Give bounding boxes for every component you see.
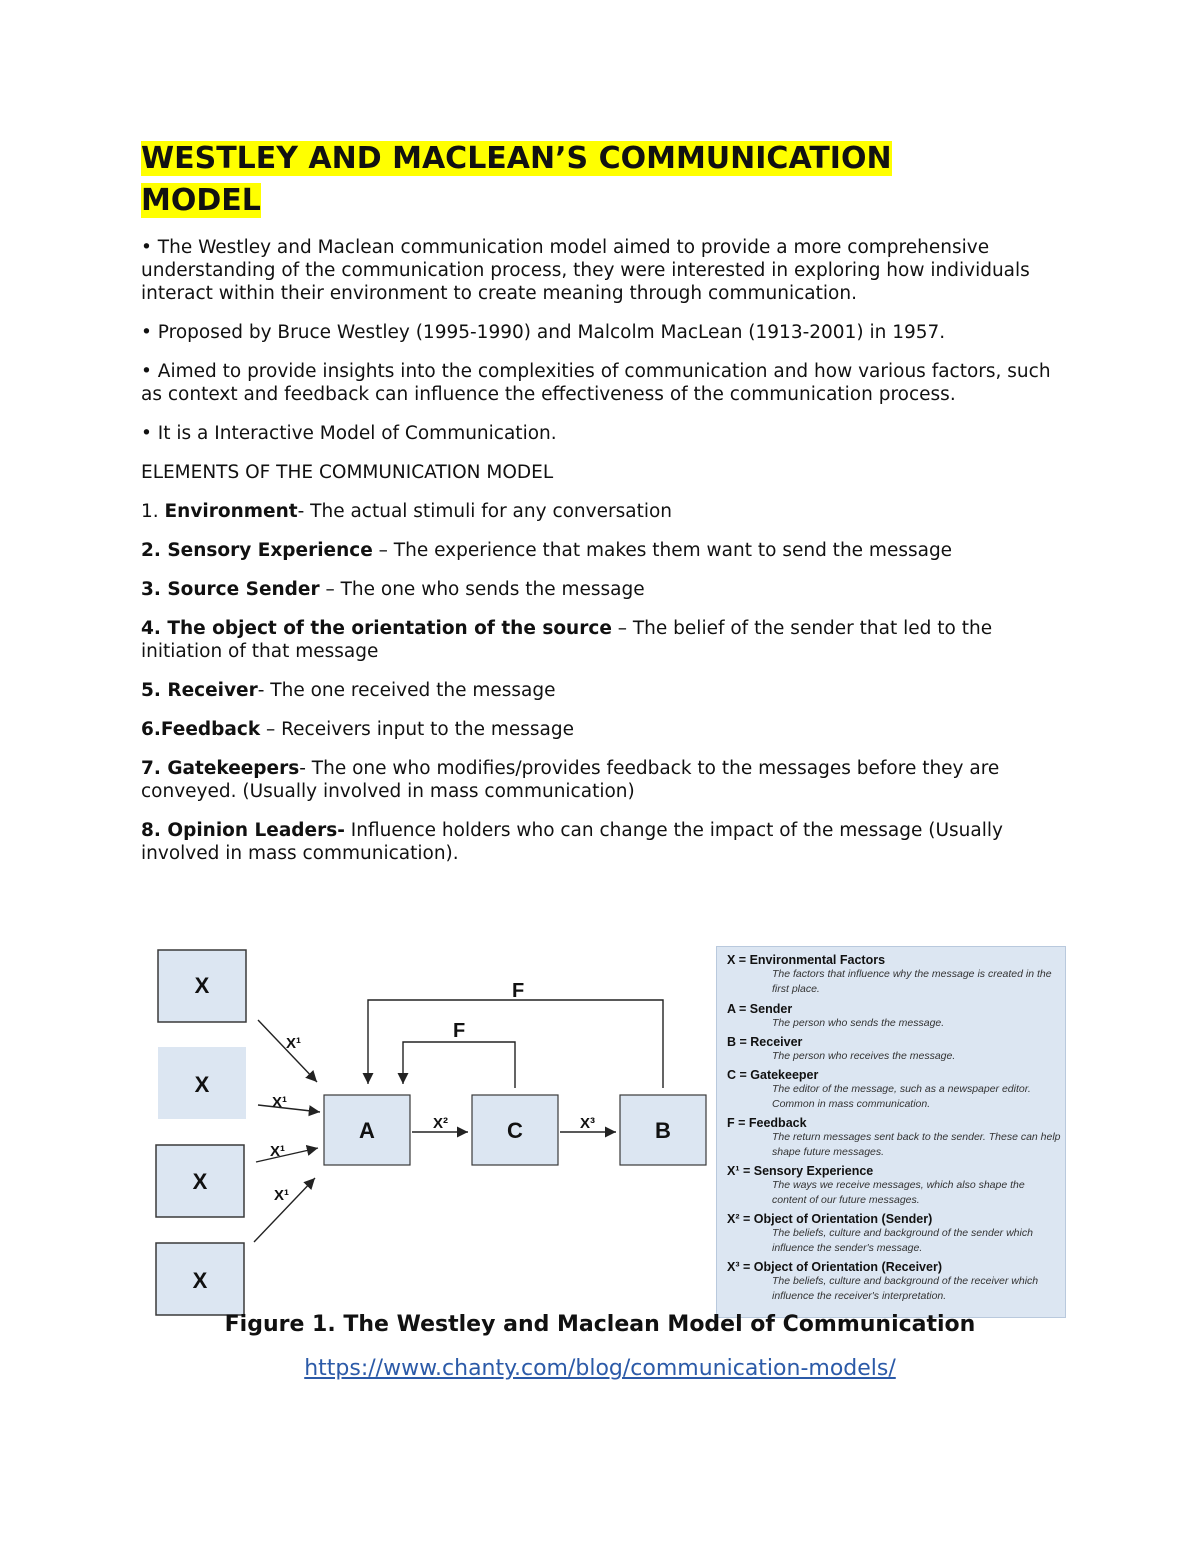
element-item: 2. Sensory Experience – The experience that makes them want to send the message [141,540,953,561]
bullet-aimed: • Aimed to provide insights into the complexities of communication and how various factors, such as context and feedback can influence the effectiveness of the communication process. [141,361,1051,405]
legend-item: X² = Object of Orientation (Sender) The beliefs, culture and background of the sender which influence the sender's message. [727,1212,1033,1254]
element-item: 8. Opinion Leaders- Influence holders who can change the impact of the message (Usually involved in mass communication). [141,820,1003,864]
title-line-2: MODEL [141,183,261,218]
title-line-1: WESTLEY AND MACLEAN’S COMMUNICATION [141,141,892,176]
x1-label: X¹ [286,1035,301,1052]
element-item: 3. Source Sender – The one who sends the message [141,579,645,600]
legend-item: F = Feedback The return messages sent back to the sender. These can help shape future messages. [727,1116,1061,1158]
x2-label: X² [433,1115,448,1132]
box-c-label: C [507,1118,523,1143]
elements-heading: ELEMENTS OF THE COMMUNICATION MODEL [141,462,554,483]
x1-label: X¹ [272,1094,287,1111]
feedback-label-outer: F [512,980,525,1002]
x-box-label: X [194,973,210,998]
element-item: 7. Gatekeepers- The one who modifies/provides feedback to the messages before they are conveyed. (Usually involved in mass communication) [141,758,1000,802]
bullet-intro: • The Westley and Maclean communication model aimed to provide a more comprehensive understanding of the communication process, they were interested in exploring how individuals interact within their environment to create meaning through communication. [141,237,1030,304]
legend-item: C = Gatekeeper The editor of the message, such as a newspaper editor. Common in mass communication. [727,1068,1031,1110]
element-item: 1. Environment- The actual stimuli for any conversation [141,501,673,522]
x-box-label: X [192,1169,208,1194]
box-a-label: A [359,1118,375,1143]
legend-item: X¹ = Sensory Experience The ways we receive messages, which also shape the content of our future messages. [727,1164,1025,1206]
x3-label: X³ [580,1115,595,1132]
element-item: 6.Feedback – Receivers input to the message [141,719,575,740]
legend-item: X³ = Object of Orientation (Receiver) The beliefs, culture and background of the receiver which influence the receiver's interpretation. [727,1260,1039,1302]
document-title [141,138,1061,222]
x-box-label: X [194,1072,210,1097]
x-box-label: X [192,1268,208,1293]
element-item: 4. The object of the orientation of the source – The belief of the sender that led to the initiation of that message [141,618,993,662]
figure-caption: Figure 1. The Westley and Maclean Model of Communication [224,1312,976,1337]
x1-label: X¹ [274,1187,289,1204]
feedback-label-inner: F [453,1020,466,1042]
element-item: 5. Receiver- The one received the message [141,680,556,701]
legend-item: X = Environmental Factors The factors that influence why the message is created in the first place. [727,953,1052,995]
document-body [141,138,1061,865]
box-b-label: B [655,1118,671,1143]
diagram-legend [716,946,1066,1318]
source-link[interactable]: https://www.chanty.com/blog/communication-models/ [304,1356,896,1381]
legend-item: B = Receiver The person who receives the message. [727,1035,956,1062]
bullet-proposed: • Proposed by Bruce Westley (1995-1990) and Malcolm MacLean (1913-2001) in 1957. [141,322,946,343]
legend-item: A = Sender The person who sends the message. [727,1002,945,1029]
bullet-interactive: • It is a Interactive Model of Communication. [141,423,557,444]
model-diagram [150,940,710,1320]
x1-label: X¹ [270,1143,285,1160]
